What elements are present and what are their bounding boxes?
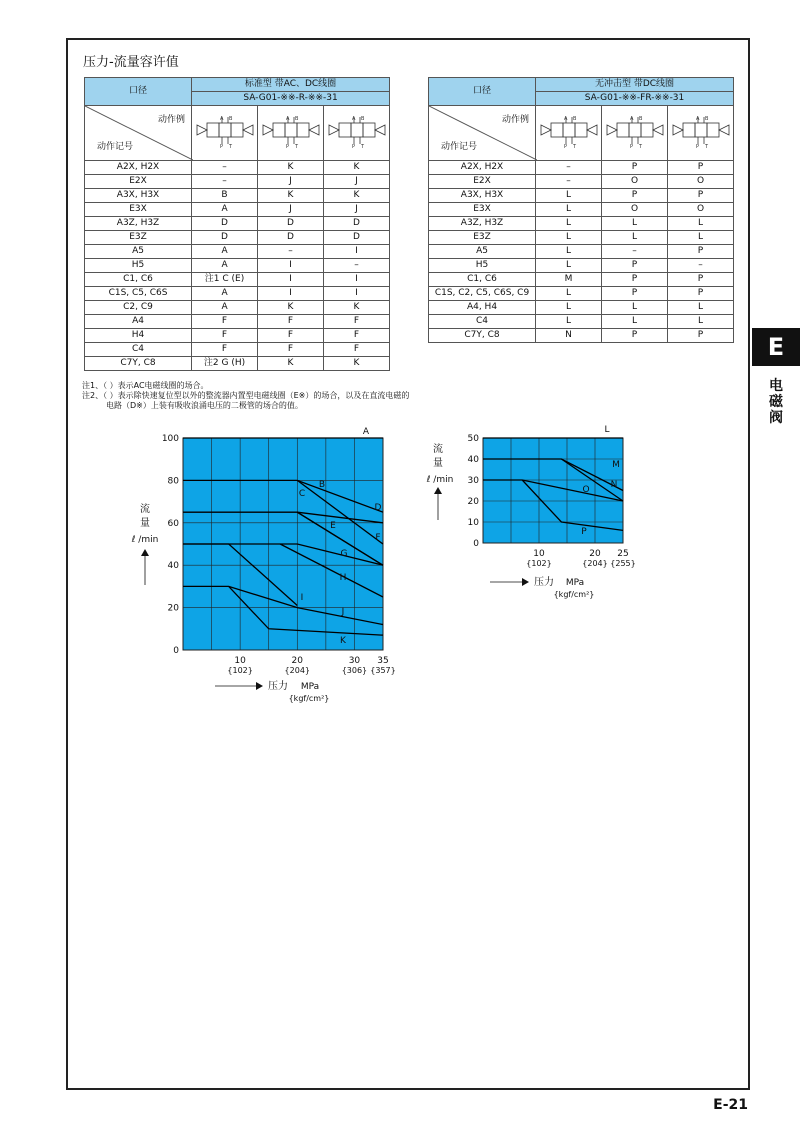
x-tick-label: 30 xyxy=(348,656,361,666)
curve-code-cell: – xyxy=(192,175,258,189)
curve-code-cell: – xyxy=(602,245,668,259)
curve-code-cell: 注2 G (H) xyxy=(192,357,258,371)
curve-code-cell: F xyxy=(192,343,258,357)
model-code-cell: H5 xyxy=(85,259,192,273)
svg-text:B: B xyxy=(294,115,298,122)
y-tick-label: 60 xyxy=(167,518,179,529)
action-symbol-label: 动作记号 xyxy=(97,142,134,152)
model-code-cell: A2X, H2X xyxy=(85,161,192,175)
curve-code-cell: P xyxy=(602,287,668,301)
series-label: E xyxy=(330,521,336,531)
curve-code-cell: P xyxy=(668,273,734,287)
curve-code-cell: K xyxy=(258,161,324,175)
curve-code-cell: – xyxy=(192,161,258,175)
model-code-cell: H4 xyxy=(85,329,192,343)
y-tick-label: 40 xyxy=(467,455,479,465)
x-axis-unit: MPa xyxy=(565,578,585,588)
model-code-cell: C1S, C2, C5, C6S, C9 xyxy=(429,287,536,301)
arrow-head-icon xyxy=(522,578,529,586)
curve-code-cell: P xyxy=(668,287,734,301)
x-tick-label: 20 xyxy=(589,549,601,559)
svg-text:B: B xyxy=(360,115,364,122)
caliber-header: 口径 xyxy=(85,78,192,106)
curve-code-cell: F xyxy=(258,315,324,329)
curve-code-cell: L xyxy=(536,245,602,259)
curve-code-cell: L xyxy=(536,217,602,231)
series-label: H xyxy=(339,573,347,583)
curve-code-cell: F xyxy=(324,343,390,357)
svg-text:T: T xyxy=(228,143,232,150)
model-code-cell: C2, C9 xyxy=(85,301,192,315)
model-code-cell: A3Z, H3Z xyxy=(85,217,192,231)
model-code-cell: C1, C6 xyxy=(429,273,536,287)
series-label: D xyxy=(374,503,382,513)
curve-code-cell: L xyxy=(602,231,668,245)
series-label: F xyxy=(375,533,381,543)
svg-text:P: P xyxy=(351,143,355,150)
curve-code-cell: P xyxy=(668,161,734,175)
curve-code-cell: – xyxy=(668,259,734,273)
note-2-cont: 电路（D※）上装有吸收浪涌电压的二极管的场合的值。 xyxy=(106,401,303,410)
curve-code-cell: L xyxy=(536,231,602,245)
model-code-cell: A3Z, H3Z xyxy=(429,217,536,231)
model-code-cell: A4, H4 xyxy=(429,301,536,315)
section-name: 电磁阀 xyxy=(769,378,783,426)
curve-code-cell: I xyxy=(258,273,324,287)
curve-code-cell: K xyxy=(324,301,390,315)
model-code-cell: A5 xyxy=(85,245,192,259)
svg-text:B: B xyxy=(704,115,708,122)
series-label: P xyxy=(581,527,587,537)
curve-code-cell: P xyxy=(602,161,668,175)
model-code-cell: E3Z xyxy=(429,231,536,245)
curve-code-cell: K xyxy=(258,189,324,203)
curve-code-cell: A xyxy=(192,301,258,315)
note-1: 注1、（ ）表示AC电磁线圈的场合。 xyxy=(82,381,209,390)
model-code-cell: A5 xyxy=(429,245,536,259)
curve-code-cell: L xyxy=(536,189,602,203)
model-code-cell: A3X, H3X xyxy=(429,189,536,203)
series-label: I xyxy=(300,593,304,603)
curve-code-cell: O xyxy=(668,203,734,217)
x-tick-sublabel: {357} xyxy=(370,666,396,675)
curve-code-cell: L xyxy=(668,217,734,231)
curve-code-cell: L xyxy=(668,301,734,315)
curve-code-cell: – xyxy=(258,245,324,259)
series-label: M xyxy=(612,460,620,470)
x-tick-label: 10 xyxy=(533,549,545,559)
arrow-head-icon xyxy=(141,549,149,556)
curve-code-cell: A xyxy=(192,287,258,301)
y-axis-label: 流 xyxy=(140,504,150,515)
curve-code-cell: J xyxy=(324,175,390,189)
model-code-cell: E3X xyxy=(429,203,536,217)
curve-code-cell: F xyxy=(192,315,258,329)
svg-text:T: T xyxy=(638,143,642,150)
curve-code-cell: L xyxy=(602,315,668,329)
svg-text:T: T xyxy=(360,143,364,150)
model-code-cell: E2X xyxy=(429,175,536,189)
curve-code-cell: N xyxy=(536,329,602,343)
curve-code-cell: L xyxy=(536,315,602,329)
x-tick-label: 20 xyxy=(291,656,304,666)
series-label: A xyxy=(362,427,370,437)
model-code-cell: E3X xyxy=(85,203,192,217)
curve-code-cell: P xyxy=(602,329,668,343)
curve-code-cell: O xyxy=(602,203,668,217)
x-tick-sublabel: {204} xyxy=(582,559,608,568)
curve-code-cell: K xyxy=(258,357,324,371)
model-code-cell: H5 xyxy=(429,259,536,273)
svg-text:A: A xyxy=(219,115,223,122)
y-tick-label: 10 xyxy=(467,518,479,528)
svg-text:P: P xyxy=(629,143,633,150)
curve-code-cell: M xyxy=(536,273,602,287)
y-tick-label: 20 xyxy=(167,603,179,614)
model-code-cell: C4 xyxy=(85,343,192,357)
curve-code-cell: P xyxy=(602,189,668,203)
y-tick-label: 80 xyxy=(167,476,179,487)
svg-text:A: A xyxy=(351,115,355,122)
series-label: B xyxy=(318,480,326,490)
curve-code-cell: O xyxy=(602,175,668,189)
x-tick-sublabel: {102} xyxy=(227,666,253,675)
x-axis-unit-alt: {kgf/cm²} xyxy=(553,590,595,599)
action-example-label: 动作例 xyxy=(158,115,186,125)
curve-code-cell: J xyxy=(324,203,390,217)
arrow-head-icon xyxy=(434,487,442,494)
svg-text:A: A xyxy=(629,115,633,122)
y-axis-label: ℓ /min xyxy=(426,475,454,485)
model-code-cell: A4 xyxy=(85,315,192,329)
page-number: E-21 xyxy=(713,1097,748,1113)
svg-text:P: P xyxy=(563,143,567,150)
curve-code-cell: O xyxy=(668,175,734,189)
curve-code-cell: P xyxy=(668,329,734,343)
curve-code-cell: D xyxy=(324,231,390,245)
curve-code-cell: F xyxy=(324,329,390,343)
curve-code-cell: L xyxy=(602,217,668,231)
action-symbol-label: 动作记号 xyxy=(441,142,478,152)
curve-code-cell: – xyxy=(536,161,602,175)
svg-text:T: T xyxy=(294,143,298,150)
svg-text:B: B xyxy=(228,115,232,122)
svg-text:P: P xyxy=(285,143,289,150)
caliber-header: 口径 xyxy=(429,78,536,106)
curve-code-cell: P xyxy=(602,273,668,287)
section-tab: E xyxy=(752,328,800,366)
curve-code-cell: K xyxy=(324,189,390,203)
series-label: L xyxy=(604,425,610,435)
curve-code-cell: B xyxy=(192,189,258,203)
curve-code-cell: J xyxy=(258,175,324,189)
model-header-line1: 标准型 带AC、DC线圈 xyxy=(192,78,390,92)
x-axis-unit-alt: {kgf/cm²} xyxy=(288,694,330,703)
series-label: N xyxy=(610,480,618,490)
model-code-cell: A3X, H3X xyxy=(85,189,192,203)
curve-code-cell: I xyxy=(258,287,324,301)
x-tick-sublabel: {255} xyxy=(610,559,636,568)
series-label: G xyxy=(340,549,348,559)
series-label: J xyxy=(341,607,345,617)
x-axis-label: 压力 xyxy=(534,577,554,588)
curve-code-cell: L xyxy=(668,315,734,329)
x-tick-sublabel: {306} xyxy=(341,666,368,675)
curve-code-cell: L xyxy=(536,203,602,217)
curve-code-cell: P xyxy=(668,189,734,203)
curve-code-cell: I xyxy=(324,245,390,259)
model-code-cell: A2X, H2X xyxy=(429,161,536,175)
curve-code-cell: D xyxy=(258,231,324,245)
curve-code-cell: F xyxy=(258,343,324,357)
x-tick-sublabel: {102} xyxy=(526,559,552,568)
curve-code-cell: I xyxy=(324,273,390,287)
svg-text:T: T xyxy=(704,143,708,150)
model-code-cell: C7Y, C8 xyxy=(85,357,192,371)
curve-code-cell: P xyxy=(602,259,668,273)
curve-code-cell: K xyxy=(324,357,390,371)
curve-code-cell: 注1 C (E) xyxy=(192,273,258,287)
svg-text:P: P xyxy=(219,143,223,150)
x-tick-label: 25 xyxy=(617,549,629,559)
y-tick-label: 20 xyxy=(467,497,479,507)
svg-text:P: P xyxy=(695,143,699,150)
curve-code-cell: – xyxy=(536,175,602,189)
model-code-cell: C1S, C5, C6S xyxy=(85,287,192,301)
svg-text:B: B xyxy=(572,115,576,122)
svg-text:A: A xyxy=(563,115,567,122)
y-axis-label: ℓ /min xyxy=(131,535,159,545)
curve-code-cell: A xyxy=(192,203,258,217)
curve-code-cell: D xyxy=(324,217,390,231)
curve-code-cell: F xyxy=(258,329,324,343)
curve-code-cell: D xyxy=(192,231,258,245)
svg-text:A: A xyxy=(695,115,699,122)
curve-code-cell: – xyxy=(324,259,390,273)
y-tick-label: 40 xyxy=(167,561,179,572)
curve-code-cell: J xyxy=(258,203,324,217)
curve-code-cell: L xyxy=(668,231,734,245)
y-tick-label: 30 xyxy=(467,476,479,486)
y-axis-label: 量 xyxy=(433,458,443,469)
model-code-cell: C1, C6 xyxy=(85,273,192,287)
svg-text:A: A xyxy=(285,115,289,122)
curve-code-cell: F xyxy=(324,315,390,329)
x-axis-unit: MPa xyxy=(300,682,320,692)
curve-code-cell: L xyxy=(536,287,602,301)
y-tick-label: 0 xyxy=(473,539,479,549)
curve-code-cell: I xyxy=(258,259,324,273)
curve-code-cell: A xyxy=(192,259,258,273)
curve-code-cell: P xyxy=(668,245,734,259)
x-tick-label: 35 xyxy=(377,656,389,666)
y-axis-label: 流 xyxy=(433,444,443,455)
x-axis-label: 压力 xyxy=(268,681,288,692)
page-title: 压力-流量容许值 xyxy=(83,55,179,70)
curve-code-cell: K xyxy=(258,301,324,315)
svg-text:T: T xyxy=(572,143,576,150)
model-header-line2: SA-G01-※※-FR-※※-31 xyxy=(536,92,734,106)
x-tick-label: 10 xyxy=(234,656,246,666)
y-axis-label: 量 xyxy=(140,518,150,529)
model-code-cell: C7Y, C8 xyxy=(429,329,536,343)
series-label: C xyxy=(298,489,306,499)
note-2: 注2、（ ）表示除快速复位型以外的整流器内置型电磁线圈（E※）的场合，以及在直流电磁的 xyxy=(82,391,410,400)
y-tick-label: 50 xyxy=(467,434,479,444)
y-tick-label: 100 xyxy=(161,434,179,444)
curve-code-cell: F xyxy=(192,329,258,343)
curve-code-cell: K xyxy=(324,161,390,175)
x-tick-sublabel: {204} xyxy=(284,666,311,675)
model-header-line2: SA-G01-※※-R-※※-31 xyxy=(192,92,390,106)
curve-code-cell: A xyxy=(192,245,258,259)
model-code-cell: E3Z xyxy=(85,231,192,245)
series-label: O xyxy=(582,485,590,495)
svg-text:B: B xyxy=(638,115,642,122)
series-label: K xyxy=(340,636,346,646)
y-tick-label: 0 xyxy=(173,646,179,656)
model-code-cell: E2X xyxy=(85,175,192,189)
curve-code-cell: L xyxy=(536,259,602,273)
curve-code-cell: L xyxy=(536,301,602,315)
action-example-label: 动作例 xyxy=(502,115,530,125)
curve-code-cell: D xyxy=(192,217,258,231)
curve-code-cell: I xyxy=(324,287,390,301)
arrow-head-icon xyxy=(256,682,263,690)
model-code-cell: C4 xyxy=(429,315,536,329)
curve-code-cell: L xyxy=(602,301,668,315)
model-header-line1: 无冲击型 带DC线圈 xyxy=(536,78,734,92)
curve-code-cell: D xyxy=(258,217,324,231)
